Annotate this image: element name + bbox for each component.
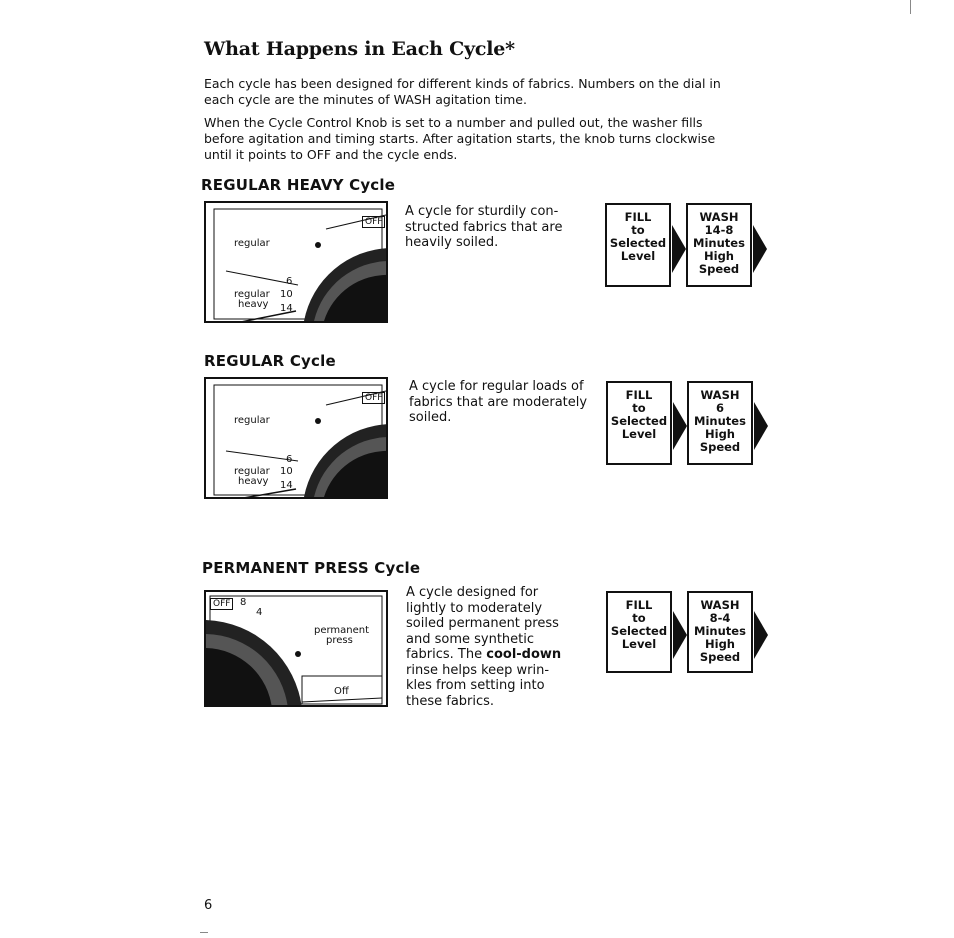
wash-line: High <box>704 249 734 263</box>
wash-line: Minutes <box>694 414 746 428</box>
dial-illustration-permanent-press <box>204 590 388 707</box>
dial-label-off: Off <box>334 686 349 697</box>
dial-mark-10: 10 <box>280 466 293 477</box>
description-line: A cycle designed for <box>406 585 539 600</box>
wash-line: Minutes <box>694 624 746 638</box>
wash-line: Speed <box>699 440 741 454</box>
wash-box-regular-heavy <box>686 203 752 287</box>
fill-line: to <box>632 611 646 625</box>
scan-edge-mark <box>200 932 208 933</box>
description-line: these fabrics. <box>406 693 495 709</box>
section-heading-permanent-press: PERMANENT PRESS Cycle <box>202 559 421 577</box>
dial-label-heavy: heavy <box>238 299 269 310</box>
wash-line: 8-4 <box>709 611 731 625</box>
dial-mark-14: 14 <box>280 303 293 314</box>
description-line: lightly to moderately <box>406 600 543 616</box>
fill-line: Selected <box>610 624 668 638</box>
description-text: fabrics. The <box>406 647 487 662</box>
dial-mark-8: 8 <box>240 597 247 608</box>
wash-line: Speed <box>698 262 740 276</box>
dial-label-heavy: heavy <box>238 476 269 487</box>
dial-mark-4: 4 <box>256 607 263 618</box>
description-line: kles from setting into <box>406 678 545 693</box>
fill-line: FILL <box>625 598 653 612</box>
cool-down-emphasis: cool-down <box>486 647 562 662</box>
off-mark: OFF <box>362 216 385 228</box>
fill-line: Selected <box>609 236 667 250</box>
fill-line: Level <box>621 637 657 651</box>
fill-line: to <box>632 401 646 415</box>
dial-label-regular: regular <box>234 415 270 426</box>
wash-line: WASH <box>699 210 739 224</box>
off-mark: OFF <box>362 392 385 404</box>
cycle-description-regular: A cycle for regular loads of fabrics that are moderately soiled. <box>409 379 588 425</box>
section-heading-regular-heavy: REGULAR HEAVY Cycle <box>201 176 396 194</box>
dial-label-regular: regular <box>234 238 270 249</box>
section-heading-regular: REGULAR Cycle <box>204 352 336 370</box>
fill-line: Selected <box>610 414 668 428</box>
wash-line: 6 <box>715 401 724 415</box>
dial-mark-6: 6 <box>286 276 293 287</box>
dial-label-regular-heavy-1: regular <box>234 289 270 300</box>
fill-box-regular <box>606 381 672 465</box>
intro-paragraph-1: Each cycle has been designed for different kinds of fabrics. Numbers on the dial in each cycle are the minutes of WASH agitation time. <box>204 76 721 107</box>
wash-line: Minutes <box>693 236 745 250</box>
dial-mark-14: 14 <box>280 480 293 491</box>
wash-box-regular <box>687 381 753 465</box>
dial-illustration-regular-heavy <box>204 201 388 323</box>
wash-line: WASH <box>700 598 740 612</box>
fill-line: Level <box>620 249 656 263</box>
dial-label-permanent: permanent <box>314 625 370 636</box>
scan-edge-mark <box>910 0 911 14</box>
wash-line: 14-8 <box>704 223 734 237</box>
cycle-description-regular-heavy: A cycle for sturdily con- structed fabrics that are heavily soiled. <box>405 204 563 250</box>
wash-line: Speed <box>699 650 741 664</box>
cycle-description-permanent-press <box>406 585 581 709</box>
description-line: soiled permanent press <box>406 616 559 631</box>
dial-mark-6: 6 <box>286 454 293 465</box>
arrow-right-icon <box>754 402 770 450</box>
dial-mark-10: 10 <box>280 289 293 300</box>
intro-paragraph-2: When the Cycle Control Knob is set to a number and pulled out, the washer fills before agitation and timing starts. After agitation starts, the knob turns clockwise until it points to OFF and the cycle ends. <box>204 115 716 162</box>
fill-box-permanent-press <box>606 591 672 673</box>
fill-line: to <box>631 223 645 237</box>
dial-illustration-regular <box>204 377 388 499</box>
fill-line: FILL <box>624 210 652 224</box>
arrow-right-icon <box>753 225 769 273</box>
description-line <box>406 647 581 663</box>
fill-box-regular-heavy <box>605 203 671 287</box>
dial-label-regular-heavy-1: regular <box>234 466 270 477</box>
description-line: rinse helps keep wrin- <box>406 662 550 678</box>
fill-line: Level <box>621 427 657 441</box>
wash-line: High <box>705 637 735 651</box>
page-title: What Happens in Each Cycle* <box>204 38 515 60</box>
off-mark: OFF <box>210 598 233 610</box>
wash-line: High <box>705 427 735 441</box>
dial-label-press: press <box>326 635 353 646</box>
fill-line: FILL <box>625 388 653 402</box>
arrow-right-icon <box>754 611 770 659</box>
description-line: and some synthetic <box>406 631 535 647</box>
page-number: 6 <box>204 898 213 913</box>
wash-line: WASH <box>700 388 740 402</box>
wash-box-permanent-press <box>687 591 753 673</box>
